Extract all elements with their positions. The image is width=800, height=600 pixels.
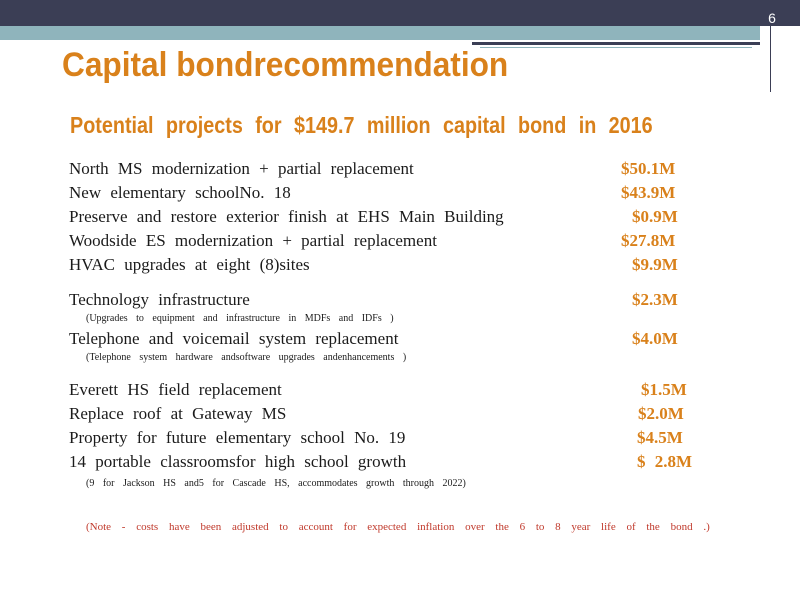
- project-row: [69, 159, 689, 179]
- inflation-note: (Note - costs have been adjusted to account for expected inflation over the 6 to 8 year life of the bond .): [86, 521, 710, 533]
- header-teal-bar: [0, 26, 760, 40]
- project-row: [69, 231, 689, 251]
- project-amount: $9.9M: [632, 255, 678, 274]
- project-label: 14 portable classroomsfor high school growth: [69, 452, 407, 471]
- project-amount: $1.5M: [641, 380, 687, 399]
- project-amount: $0.9M: [632, 207, 678, 226]
- project-detail: (Upgrades to equipment and infrastructure in MDFs and IDFs ): [86, 313, 394, 324]
- project-row: [69, 404, 689, 424]
- project-amount: $43.9M: [621, 183, 676, 202]
- decorative-rule-thin: [480, 47, 752, 48]
- project-row: [69, 380, 689, 400]
- slide-title: Capital bondrecommendation: [62, 46, 509, 84]
- project-detail: (Telephone system hardware andsoftware upgrades andenhancements ): [86, 352, 407, 363]
- project-amount: $2.0M: [638, 404, 684, 423]
- project-row: [69, 183, 689, 203]
- project-label: Property for future elementary school No. 19: [69, 428, 406, 447]
- project-amount: $50.1M: [621, 159, 676, 178]
- project-detail: (9 for Jackson HS and5 for Cascade HS, accommodates growth through 2022): [86, 478, 466, 489]
- project-amount: $27.8M: [621, 231, 676, 250]
- project-amount: $ 2.8M: [637, 452, 693, 471]
- project-label: North MS modernization + partial replacement: [69, 159, 414, 178]
- project-amount: $4.5M: [637, 428, 683, 447]
- project-row: [69, 290, 689, 310]
- header-dark-bar: [0, 0, 800, 26]
- project-amount: $4.0M: [632, 329, 678, 348]
- project-label: Preserve and restore exterior finish at EHS Main Building: [69, 207, 504, 226]
- project-amount: $2.3M: [632, 290, 678, 309]
- project-row: [69, 207, 689, 227]
- project-row: [69, 255, 689, 275]
- decorative-vertical-rule: [770, 26, 771, 92]
- project-label: Replace roof at Gateway MS: [69, 404, 287, 423]
- slide-number: 6: [768, 10, 776, 26]
- project-row: [69, 452, 693, 472]
- project-row: [69, 329, 689, 349]
- decorative-rule: [472, 42, 760, 45]
- project-row: [69, 428, 689, 448]
- project-label: HVAC upgrades at eight (8)sites: [69, 255, 310, 274]
- slide-subtitle: Potential projects for $149.7 million capital bond in 2016: [70, 112, 653, 138]
- project-label: Telephone and voicemail system replacement: [69, 329, 399, 348]
- project-label: Everett HS field replacement: [69, 380, 282, 399]
- project-label: Technology infrastructure: [69, 290, 250, 309]
- project-label: Woodside ES modernization + partial replacement: [69, 231, 437, 250]
- project-label: New elementary schoolNo. 18: [69, 183, 291, 202]
